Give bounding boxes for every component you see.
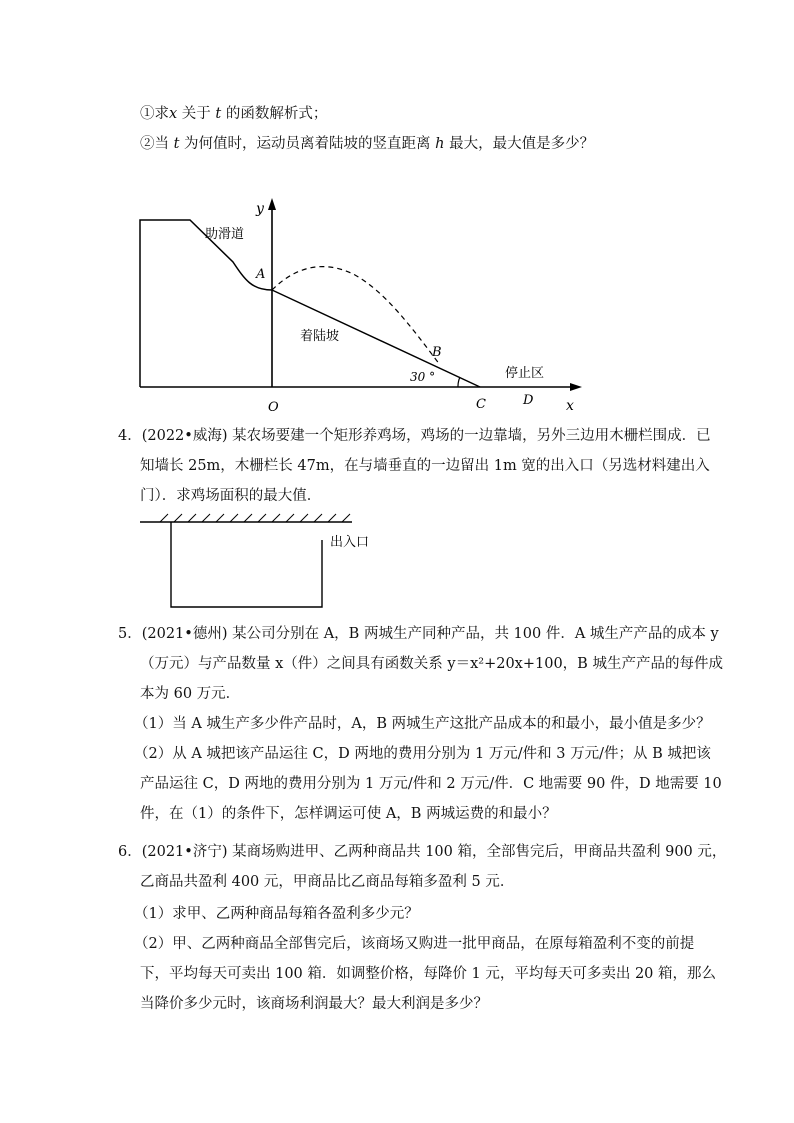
q3-sub2: ②当 t 为何值时，运动员离着陆坡的竖直距离 h 最大，最大值是多少？ xyxy=(140,136,595,152)
q4-line2: 知墙长 25m，木栅栏长 47m，在与墙垂直的一边留出 1m 宽的出入口（另选材料建出入 xyxy=(140,458,710,474)
q6-line2: 乙商品共盈利 400 元，甲商品比乙商品每箱多盈利 5 元． xyxy=(140,874,515,890)
q6-part2-line1: （2）甲、乙两种商品全部售完后，该商场又购进一批甲商品，在原每箱盈利不变的前提 xyxy=(134,936,695,952)
fence xyxy=(171,522,322,607)
chicken-farm-figure xyxy=(130,510,420,620)
entrance-label: 出入口 xyxy=(330,535,370,550)
q6-part2-line2: 下，平均每天可卖出 100 箱．如调整价格，每降价 1 元，平均每天可多卖出 20 箱，那么 xyxy=(140,966,717,982)
landing-slope-label: 着陆坡 xyxy=(300,329,340,344)
q5-line1: 5．(2021•德州) 某公司分别在 A，B 两城生产同种产品，共 100 件．A 城生产产品的成本 y xyxy=(118,626,719,642)
y-axis-arrow xyxy=(268,198,276,210)
wall-hatch xyxy=(160,514,350,522)
q5-line3: 本为 60 万元． xyxy=(140,686,241,702)
q3-sub1: ①求x 关于 t 的函数解析式； xyxy=(140,106,328,122)
q5-part2-line2: 产品运往 C，D 两地的费用分别为 1 万元/件和 2 万元/件．C 地需要 90 件，D 地需要 10 xyxy=(140,776,722,792)
jump-trajectory xyxy=(272,267,440,365)
q5-part2-line1: （2）从 A 城把该产品运往 C，D 两地的费用分别为 1 万元/件和 3 万元/件；从 B 城把该 xyxy=(134,746,711,762)
q4-line3: 门）．求鸡场面积的最大值． xyxy=(140,488,322,504)
angle-label: 30 ° xyxy=(410,370,436,384)
q6-part2-line3: 当降价多少元时，该商场利润最大？最大利润是多少？ xyxy=(140,996,488,1012)
y-axis-label: y xyxy=(256,201,264,217)
q6-part1: （1）求甲、乙两种商品每箱各盈利多少元？ xyxy=(134,906,419,922)
helper-slope-outline xyxy=(140,220,272,387)
origin-label: O xyxy=(268,400,279,415)
q5-part1: （1）当 A 城生产多少件产品时，A，B 两城生产这批产品成本的和最小，最小值是多少？ xyxy=(134,716,711,732)
stop-zone-label: 停止区 xyxy=(505,366,545,381)
q4-line1: 4．(2022•威海) 某农场要建一个矩形养鸡场，鸡场的一边靠墙，另外三边用木栅栏围成．已 xyxy=(118,428,711,444)
ski-jump-figure xyxy=(0,0,794,420)
q3-sub2-number: ② xyxy=(140,136,155,152)
point-C-label: C xyxy=(476,397,486,412)
x-axis-arrow xyxy=(570,383,582,391)
x-axis-label: x xyxy=(566,398,574,414)
point-D-label: D xyxy=(523,393,534,408)
helper-slope-label: 助滑道 xyxy=(205,227,245,242)
q6-line1: 6．(2021•济宁) 某商场购进甲、乙两种商品共 100 箱，全部售完后，甲商品共盈利 900 元， xyxy=(118,844,727,860)
q5-part2-line3: 件，在（1）的条件下，怎样调运可使 A，B 两城运费的和最小？ xyxy=(140,806,557,822)
point-A-label: A xyxy=(256,267,266,282)
q3-sub1-number: ① xyxy=(140,106,155,122)
point-B-label: B xyxy=(432,345,442,360)
angle-arc xyxy=(458,377,460,387)
q5-line2: （万元）与产品数量 x（件）之间具有函数关系 y＝x²+20x+100，B 城生产产品的每件成 xyxy=(140,656,723,672)
